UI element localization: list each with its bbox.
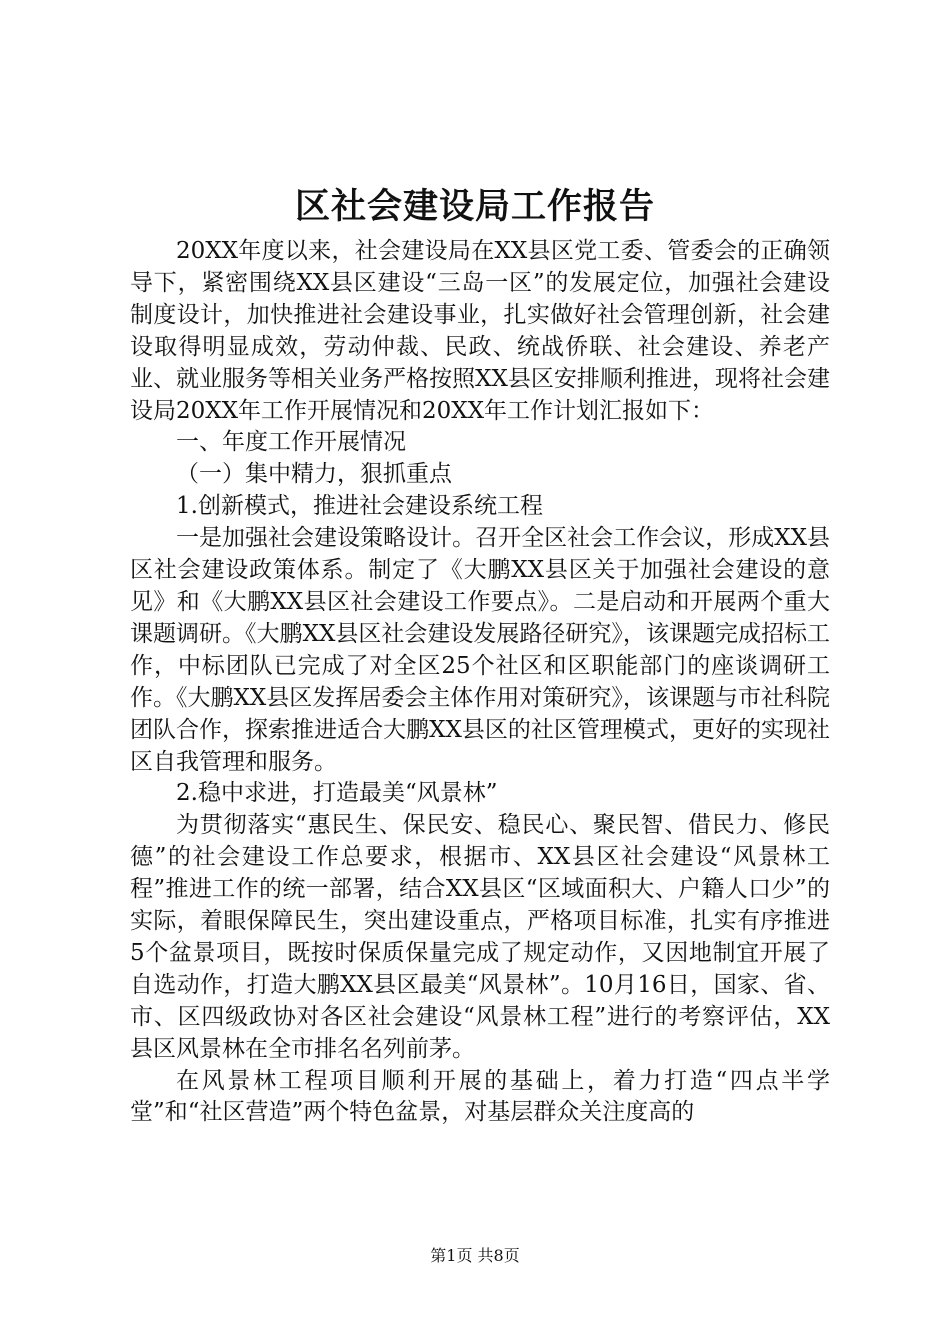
paragraph-intro: 20XX年度以来，社会建设局在XX县区党工委、管委会的正确领导下，紧密围绕XX县区建设“三岛一区”的发展定位，加强社会建设制度设计，加快推进社会建设事业，扎实做好社会管理创新，社会建设取得明显成效，劳动仲裁、民政、统战侨联、社会建设、养老产业、就业服务等相关业务严格按照XX县区安排顺利推进，现将社会建设局20XX年工作开展情况和20XX年工作计划汇报如下： [130, 238, 830, 424]
subsection-heading-1: （一）集中精力，狠抓重点 [176, 461, 452, 488]
paragraph-strategy: 一是加强社会建设策略设计。召开全区社会工作会议，形成XX县区社会建设政策体系。制定了《大鹏XX县区关于加强社会建设的意见》和《大鹏XX县区社会建设工作要点》。二是启动和开展两个重大课题调研。《大鹏XX县区社会建设发展路径研究》，该课题完成招标工作，中标团队已完成了对全区25个社区和区职能部门的座谈调研工作。《大鹏XX县区发挥居委会主体作用对策研究》，该课题与市社科院团队合作，探索推进适合大鹏XX县区的社区管理模式，更好的实现社区自我管理和服务。 [130, 525, 830, 775]
item-heading-2: 2.稳中求进，打造最美“风景林” [176, 780, 498, 807]
item-heading-1: 1.创新模式，推进社会建设系统工程 [176, 493, 543, 520]
document-body [130, 236, 830, 1129]
paragraph-scenic-forest: 为贯彻落实“惠民生、保民安、稳民心、聚民智、借民力、修民德”的社会建设工作总要求，根据市、XX县区社会建设“风景林工程”推进工作的统一部署，结合XX县区“区域面积大、户籍人口少”的实际，着眼保障民生，突出建设重点，严格项目标准，扎实有序推进5个盆景项目，既按时保质保量完成了规定动作，又因地制宜开展了自选动作，打造大鹏XX县区最美“风景林”。10月16日，国家、省、市、区四级政协对各区社会建设“风景林工程”进行的考察评估，XX县区风景林在全市排名名列前茅。 [130, 812, 830, 1062]
document-title: 区社会建设局工作报告 [294, 186, 655, 227]
page-number-footer: 第1页 共8页 [430, 1246, 520, 1265]
paragraph-bonsai-projects: 在风景林工程项目顺利开展的基础上，着力打造“四点半学堂”和“社区营造”两个特色盆景，对基层群众关注度高的 [130, 1067, 830, 1126]
section-heading-1: 一、年度工作开展情况 [176, 429, 406, 456]
